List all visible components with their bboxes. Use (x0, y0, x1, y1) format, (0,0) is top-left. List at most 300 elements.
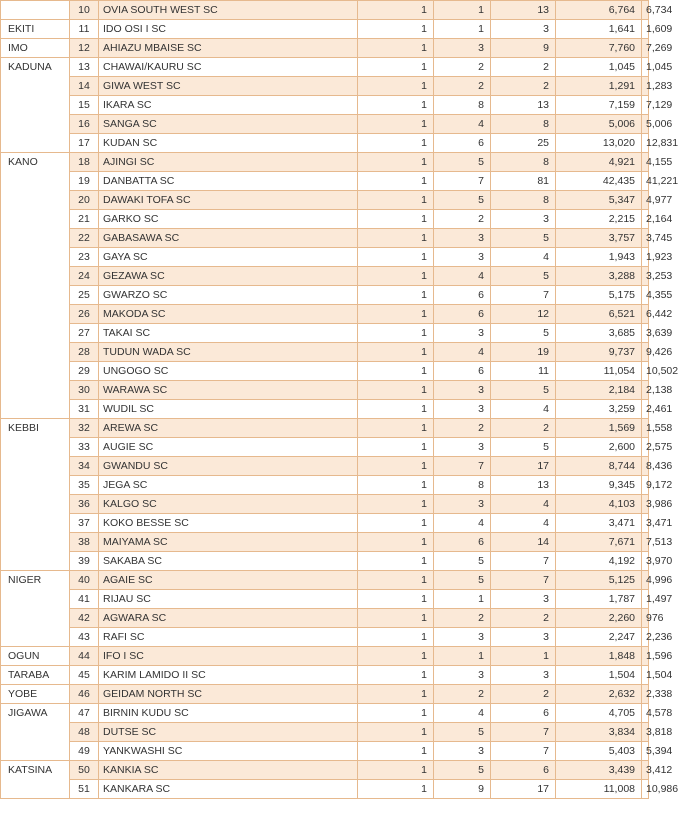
count-c-cell: 11 (491, 362, 556, 381)
table-row (1, 419, 649, 438)
count-c-cell: 8 (491, 153, 556, 172)
accredited-cell: 4,355 (642, 286, 649, 305)
station-number-cell: 50 (70, 761, 99, 780)
registered-cell: 3,471 (556, 514, 642, 533)
station-name-cell: AHIAZU MBAISE SC (99, 39, 358, 58)
registered-cell: 2,260 (556, 609, 642, 628)
count-a-cell: 1 (358, 96, 434, 115)
count-c-cell: 8 (491, 191, 556, 210)
count-b-cell: 3 (434, 324, 491, 343)
state-cell: OGUN (1, 647, 70, 666)
count-a-cell: 1 (358, 115, 434, 134)
count-a-cell: 1 (358, 666, 434, 685)
count-c-cell: 5 (491, 324, 556, 343)
station-name-cell: SANGA SC (99, 115, 358, 134)
count-a-cell: 1 (358, 761, 434, 780)
count-b-cell: 4 (434, 343, 491, 362)
station-name-cell: AREWA SC (99, 419, 358, 438)
count-c-cell: 25 (491, 134, 556, 153)
registered-cell: 3,757 (556, 229, 642, 248)
count-b-cell: 6 (434, 286, 491, 305)
station-name-cell: AJINGI SC (99, 153, 358, 172)
station-number-cell: 47 (70, 704, 99, 723)
count-a-cell: 1 (358, 438, 434, 457)
count-a-cell: 1 (358, 457, 434, 476)
station-number-cell: 30 (70, 381, 99, 400)
count-b-cell: 2 (434, 210, 491, 229)
count-c-cell: 4 (491, 248, 556, 267)
registered-cell: 4,192 (556, 552, 642, 571)
accredited-cell: 1,923 (642, 248, 649, 267)
station-name-cell: OVIA SOUTH WEST SC (99, 1, 358, 20)
count-c-cell: 3 (491, 628, 556, 647)
station-number-cell: 35 (70, 476, 99, 495)
registered-cell: 6,764 (556, 1, 642, 20)
table-row (1, 590, 649, 609)
accredited-cell: 2,338 (642, 685, 649, 704)
count-a-cell: 1 (358, 780, 434, 799)
count-b-cell: 3 (434, 742, 491, 761)
table-row (1, 191, 649, 210)
state-cell: EKITI (1, 20, 70, 39)
accredited-cell: 3,639 (642, 324, 649, 343)
state-cell: NIGER (1, 571, 70, 647)
count-a-cell: 1 (358, 628, 434, 647)
accredited-cell: 4,996 (642, 571, 649, 590)
count-b-cell: 6 (434, 305, 491, 324)
count-c-cell: 12 (491, 305, 556, 324)
accredited-cell: 1,504 (642, 666, 649, 685)
count-b-cell: 3 (434, 39, 491, 58)
count-a-cell: 1 (358, 210, 434, 229)
station-number-cell: 26 (70, 305, 99, 324)
count-b-cell: 1 (434, 20, 491, 39)
count-a-cell: 1 (358, 20, 434, 39)
registered-cell: 2,184 (556, 381, 642, 400)
count-b-cell: 3 (434, 229, 491, 248)
station-name-cell: GEIDAM NORTH SC (99, 685, 358, 704)
registered-cell: 7,159 (556, 96, 642, 115)
registered-cell: 7,671 (556, 533, 642, 552)
count-c-cell: 3 (491, 210, 556, 229)
station-number-cell: 19 (70, 172, 99, 191)
count-a-cell: 1 (358, 248, 434, 267)
count-b-cell: 2 (434, 77, 491, 96)
registered-cell: 5,125 (556, 571, 642, 590)
registered-cell: 9,345 (556, 476, 642, 495)
state-cell: JIGAWA (1, 704, 70, 761)
table-row (1, 115, 649, 134)
station-number-cell: 21 (70, 210, 99, 229)
table-row (1, 609, 649, 628)
registered-cell: 3,288 (556, 267, 642, 286)
station-name-cell: KANKARA SC (99, 780, 358, 799)
station-number-cell: 13 (70, 58, 99, 77)
table-row (1, 647, 649, 666)
count-b-cell: 5 (434, 153, 491, 172)
count-c-cell: 7 (491, 723, 556, 742)
count-c-cell: 14 (491, 533, 556, 552)
count-a-cell: 1 (358, 39, 434, 58)
count-c-cell: 4 (491, 400, 556, 419)
station-name-cell: AUGIE SC (99, 438, 358, 457)
station-name-cell: SAKABA SC (99, 552, 358, 571)
table-row (1, 514, 649, 533)
count-c-cell: 7 (491, 742, 556, 761)
registered-cell: 1,641 (556, 20, 642, 39)
table-row (1, 286, 649, 305)
count-c-cell: 7 (491, 571, 556, 590)
count-c-cell: 1 (491, 647, 556, 666)
registered-cell: 5,403 (556, 742, 642, 761)
station-number-cell: 12 (70, 39, 99, 58)
registered-cell: 2,632 (556, 685, 642, 704)
table-row (1, 134, 649, 153)
registered-cell: 4,921 (556, 153, 642, 172)
count-c-cell: 3 (491, 666, 556, 685)
count-c-cell: 81 (491, 172, 556, 191)
table-row (1, 780, 649, 799)
count-a-cell: 1 (358, 723, 434, 742)
count-b-cell: 5 (434, 723, 491, 742)
station-name-cell: TAKAI SC (99, 324, 358, 343)
count-b-cell: 4 (434, 704, 491, 723)
registered-cell: 2,600 (556, 438, 642, 457)
count-b-cell: 2 (434, 609, 491, 628)
table-row (1, 457, 649, 476)
count-c-cell: 2 (491, 609, 556, 628)
registered-cell: 1,943 (556, 248, 642, 267)
station-number-cell: 14 (70, 77, 99, 96)
count-b-cell: 5 (434, 552, 491, 571)
station-number-cell: 45 (70, 666, 99, 685)
count-c-cell: 6 (491, 761, 556, 780)
station-name-cell: RAFI SC (99, 628, 358, 647)
accredited-cell: 3,818 (642, 723, 649, 742)
count-c-cell: 5 (491, 267, 556, 286)
count-b-cell: 1 (434, 1, 491, 20)
count-a-cell: 1 (358, 533, 434, 552)
registered-cell: 6,521 (556, 305, 642, 324)
accredited-cell: 1,609 (642, 20, 649, 39)
count-b-cell: 4 (434, 267, 491, 286)
station-number-cell: 37 (70, 514, 99, 533)
table-row (1, 343, 649, 362)
accredited-cell: 2,575 (642, 438, 649, 457)
registered-cell: 1,504 (556, 666, 642, 685)
state-cell (1, 1, 70, 20)
station-name-cell: WUDIL SC (99, 400, 358, 419)
count-a-cell: 1 (358, 476, 434, 495)
station-number-cell: 29 (70, 362, 99, 381)
accredited-cell: 6,442 (642, 305, 649, 324)
count-c-cell: 13 (491, 476, 556, 495)
count-c-cell: 2 (491, 419, 556, 438)
count-b-cell: 3 (434, 381, 491, 400)
count-b-cell: 2 (434, 685, 491, 704)
accredited-cell: 3,970 (642, 552, 649, 571)
station-number-cell: 42 (70, 609, 99, 628)
accredited-cell: 2,461 (642, 400, 649, 419)
count-a-cell: 1 (358, 305, 434, 324)
table-row (1, 172, 649, 191)
station-number-cell: 51 (70, 780, 99, 799)
count-a-cell: 1 (358, 704, 434, 723)
accredited-cell: 3,986 (642, 495, 649, 514)
registered-cell: 13,020 (556, 134, 642, 153)
count-b-cell: 8 (434, 96, 491, 115)
table-row (1, 153, 649, 172)
station-number-cell: 24 (70, 267, 99, 286)
table-row (1, 248, 649, 267)
accredited-cell: 5,006 (642, 115, 649, 134)
accredited-cell: 2,164 (642, 210, 649, 229)
count-b-cell: 1 (434, 647, 491, 666)
table-row (1, 666, 649, 685)
station-number-cell: 18 (70, 153, 99, 172)
accredited-cell: 9,426 (642, 343, 649, 362)
count-a-cell: 1 (358, 381, 434, 400)
station-name-cell: IFO I SC (99, 647, 358, 666)
count-c-cell: 4 (491, 514, 556, 533)
table-row (1, 210, 649, 229)
count-c-cell: 19 (491, 343, 556, 362)
count-b-cell: 5 (434, 761, 491, 780)
accredited-cell: 976 (642, 609, 649, 628)
table-row (1, 1, 649, 20)
station-number-cell: 39 (70, 552, 99, 571)
registered-cell: 1,787 (556, 590, 642, 609)
count-c-cell: 3 (491, 590, 556, 609)
accredited-cell: 1,497 (642, 590, 649, 609)
count-c-cell: 3 (491, 20, 556, 39)
station-number-cell: 41 (70, 590, 99, 609)
count-c-cell: 7 (491, 286, 556, 305)
station-name-cell: KALGO SC (99, 495, 358, 514)
count-a-cell: 1 (358, 77, 434, 96)
accredited-cell: 1,558 (642, 419, 649, 438)
station-name-cell: GABASAWA SC (99, 229, 358, 248)
table-row (1, 571, 649, 590)
count-b-cell: 8 (434, 476, 491, 495)
count-a-cell: 1 (358, 343, 434, 362)
accredited-cell: 2,138 (642, 381, 649, 400)
table-row (1, 761, 649, 780)
station-number-cell: 20 (70, 191, 99, 210)
count-c-cell: 6 (491, 704, 556, 723)
station-name-cell: DUTSE SC (99, 723, 358, 742)
count-b-cell: 5 (434, 191, 491, 210)
count-a-cell: 1 (358, 1, 434, 20)
registered-cell: 3,259 (556, 400, 642, 419)
count-a-cell: 1 (358, 400, 434, 419)
table-row (1, 685, 649, 704)
count-b-cell: 3 (434, 438, 491, 457)
accredited-cell: 3,253 (642, 267, 649, 286)
count-a-cell: 1 (358, 590, 434, 609)
count-a-cell: 1 (358, 742, 434, 761)
station-name-cell: UNGOGO SC (99, 362, 358, 381)
station-number-cell: 10 (70, 1, 99, 20)
count-c-cell: 2 (491, 58, 556, 77)
count-a-cell: 1 (358, 229, 434, 248)
station-name-cell: GWARZO SC (99, 286, 358, 305)
registered-cell: 4,103 (556, 495, 642, 514)
station-name-cell: AGWARA SC (99, 609, 358, 628)
accredited-cell: 3,471 (642, 514, 649, 533)
count-b-cell: 6 (434, 134, 491, 153)
station-number-cell: 34 (70, 457, 99, 476)
count-a-cell: 1 (358, 267, 434, 286)
registered-cell: 5,175 (556, 286, 642, 305)
table-row (1, 96, 649, 115)
accredited-cell: 10,502 (642, 362, 649, 381)
count-a-cell: 1 (358, 495, 434, 514)
accredited-cell: 7,129 (642, 96, 649, 115)
count-b-cell: 4 (434, 514, 491, 533)
station-name-cell: KARIM LAMIDO II SC (99, 666, 358, 685)
table-row (1, 400, 649, 419)
station-name-cell: MAIYAMA SC (99, 533, 358, 552)
accredited-cell: 41,221 (642, 172, 649, 191)
accredited-cell: 5,394 (642, 742, 649, 761)
registered-cell: 42,435 (556, 172, 642, 191)
registered-cell: 1,045 (556, 58, 642, 77)
count-a-cell: 1 (358, 172, 434, 191)
count-b-cell: 2 (434, 58, 491, 77)
accredited-cell: 8,436 (642, 457, 649, 476)
count-c-cell: 5 (491, 438, 556, 457)
count-a-cell: 1 (358, 286, 434, 305)
count-c-cell: 7 (491, 552, 556, 571)
station-name-cell: DANBATTA SC (99, 172, 358, 191)
station-number-cell: 15 (70, 96, 99, 115)
accredited-cell: 1,283 (642, 77, 649, 96)
registered-cell: 5,006 (556, 115, 642, 134)
accredited-cell: 10,986 (642, 780, 649, 799)
station-name-cell: KOKO BESSE SC (99, 514, 358, 533)
count-a-cell: 1 (358, 134, 434, 153)
table-row (1, 267, 649, 286)
station-name-cell: IKARA SC (99, 96, 358, 115)
station-number-cell: 48 (70, 723, 99, 742)
count-a-cell: 1 (358, 647, 434, 666)
registered-cell: 2,215 (556, 210, 642, 229)
count-a-cell: 1 (358, 153, 434, 172)
registered-cell: 11,008 (556, 780, 642, 799)
count-c-cell: 2 (491, 685, 556, 704)
station-number-cell: 16 (70, 115, 99, 134)
state-cell: TARABA (1, 666, 70, 685)
count-b-cell: 3 (434, 666, 491, 685)
station-number-cell: 32 (70, 419, 99, 438)
accredited-cell: 2,236 (642, 628, 649, 647)
count-c-cell: 8 (491, 115, 556, 134)
table-row (1, 438, 649, 457)
station-number-cell: 49 (70, 742, 99, 761)
station-name-cell: AGAIE SC (99, 571, 358, 590)
count-b-cell: 2 (434, 419, 491, 438)
station-number-cell: 25 (70, 286, 99, 305)
state-cell: YOBE (1, 685, 70, 704)
station-name-cell: RIJAU SC (99, 590, 358, 609)
station-name-cell: GAYA SC (99, 248, 358, 267)
count-b-cell: 7 (434, 457, 491, 476)
station-name-cell: GARKO SC (99, 210, 358, 229)
accredited-cell: 7,513 (642, 533, 649, 552)
accredited-cell: 1,596 (642, 647, 649, 666)
count-b-cell: 3 (434, 400, 491, 419)
table-row (1, 20, 649, 39)
station-number-cell: 43 (70, 628, 99, 647)
station-name-cell: CHAWAI/KAURU SC (99, 58, 358, 77)
count-a-cell: 1 (358, 324, 434, 343)
count-a-cell: 1 (358, 362, 434, 381)
count-c-cell: 13 (491, 1, 556, 20)
station-name-cell: TUDUN WADA SC (99, 343, 358, 362)
station-name-cell: GIWA WEST SC (99, 77, 358, 96)
registered-cell: 5,347 (556, 191, 642, 210)
table-row (1, 229, 649, 248)
accredited-cell: 4,155 (642, 153, 649, 172)
table-row (1, 305, 649, 324)
station-name-cell: GWANDU SC (99, 457, 358, 476)
table-row (1, 742, 649, 761)
station-number-cell: 11 (70, 20, 99, 39)
registered-cell: 8,744 (556, 457, 642, 476)
count-a-cell: 1 (358, 191, 434, 210)
station-number-cell: 28 (70, 343, 99, 362)
table-row (1, 723, 649, 742)
table-row (1, 39, 649, 58)
accredited-cell: 1,045 (642, 58, 649, 77)
station-name-cell: IDO OSI I SC (99, 20, 358, 39)
station-number-cell: 27 (70, 324, 99, 343)
registered-cell: 4,705 (556, 704, 642, 723)
station-number-cell: 40 (70, 571, 99, 590)
table-row (1, 704, 649, 723)
station-number-cell: 17 (70, 134, 99, 153)
registered-cell: 2,247 (556, 628, 642, 647)
station-number-cell: 31 (70, 400, 99, 419)
count-b-cell: 6 (434, 533, 491, 552)
station-name-cell: KANKIA SC (99, 761, 358, 780)
table-row (1, 381, 649, 400)
count-c-cell: 4 (491, 495, 556, 514)
registered-cell: 1,569 (556, 419, 642, 438)
station-name-cell: MAKODA SC (99, 305, 358, 324)
registered-cell: 3,834 (556, 723, 642, 742)
count-a-cell: 1 (358, 514, 434, 533)
table-row (1, 58, 649, 77)
registered-cell: 9,737 (556, 343, 642, 362)
station-number-cell: 33 (70, 438, 99, 457)
count-b-cell: 3 (434, 628, 491, 647)
count-b-cell: 1 (434, 590, 491, 609)
registered-cell: 3,439 (556, 761, 642, 780)
station-number-cell: 36 (70, 495, 99, 514)
accredited-cell: 7,269 (642, 39, 649, 58)
count-b-cell: 3 (434, 495, 491, 514)
state-cell: KADUNA (1, 58, 70, 153)
state-cell: KATSINA (1, 761, 70, 799)
count-a-cell: 1 (358, 685, 434, 704)
state-cell: KEBBI (1, 419, 70, 571)
station-number-cell: 22 (70, 229, 99, 248)
station-name-cell: JEGA SC (99, 476, 358, 495)
state-cell: IMO (1, 39, 70, 58)
station-number-cell: 38 (70, 533, 99, 552)
